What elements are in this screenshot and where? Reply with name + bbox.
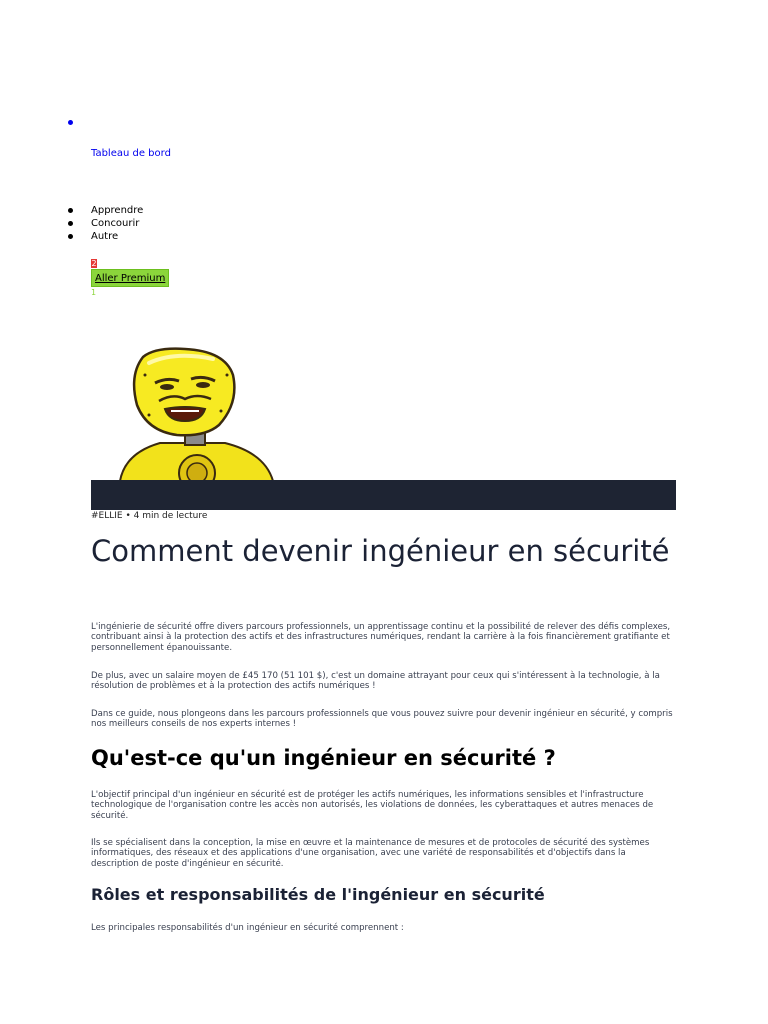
nav-item-label: Concourir: [91, 218, 140, 229]
nav-item-learn[interactable]: [91, 205, 143, 217]
nav-item-label: Apprendre: [91, 205, 144, 216]
nav-item-bullet: [68, 234, 73, 239]
dashboard-link[interactable]: Tableau de bord: [91, 148, 171, 159]
body-paragraph: L'objectif principal d'un ingénieur en sécurité est de protéger les actifs numériques, les informations sensibles et l'infrastructure technologique de l'organisation contre les accès non autorisés, les violations de données, les cyberattaques et autres menaces de sécurité.: [91, 790, 654, 821]
body-paragraph: Ils se spécialisent dans la conception, la mise en œuvre et la maintenance de mesures et de protocoles de sécurité des systèmes informatiques, des réseaux et des applications d'une organisation, avec une variété de responsabilités et d'objectifs dans la description de poste d'ingénieur en sécurité.: [91, 838, 650, 869]
nav-bullet: [68, 120, 73, 125]
intro-paragraph: L'ingénierie de sécurité offre divers parcours professionnels, un apprentissage continu et la possibilité de relever des défis complexes, contribuant ainsi à la protection des actifs et des infrastructures numériques, rendant la carrière à la fois financièrement gratifiante et personnellement épanouissante.: [91, 622, 671, 653]
go-premium-button[interactable]: Aller Premium: [91, 269, 169, 287]
nav-item-label: Autre: [91, 231, 119, 242]
nav-item-bullet: [68, 221, 73, 226]
intro-paragraph: Dans ce guide, nous plongeons dans les parcours professionnels que vous pouvez suivre pour devenir ingénieur en sécurité, y compris nos meilleurs conseils de nos experts internes !: [91, 709, 673, 730]
body-paragraph: Les principales responsabilités d'un ingénieur en sécurité comprennent :: [91, 923, 404, 933]
section-heading-roles: Rôles et responsabilités de l'ingénieur en sécurité: [91, 885, 545, 904]
article-meta: #ELLIE • 4 min de lecture: [91, 511, 208, 521]
intro-paragraph: De plus, avec un salaire moyen de £45 170 (51 101 $), c'est un domaine attrayant pour ceux qui s'intéressent à la technologie, à la résolution de problèmes et à la protection des actifs numériques !: [91, 671, 660, 692]
nav-item-compete[interactable]: [91, 218, 139, 230]
counter-badge: 1: [91, 288, 97, 297]
article-title: Comment devenir ingénieur en sécurité: [91, 534, 670, 568]
section-heading-what: Qu'est-ce qu'un ingénieur en sécurité ?: [91, 746, 556, 770]
nav-item-other[interactable]: [91, 231, 118, 243]
hero-banner-bar: [91, 480, 676, 510]
notification-badge: 2: [91, 259, 97, 268]
nav-item-bullet: [68, 208, 73, 213]
robot-mascot-image: [115, 345, 285, 481]
